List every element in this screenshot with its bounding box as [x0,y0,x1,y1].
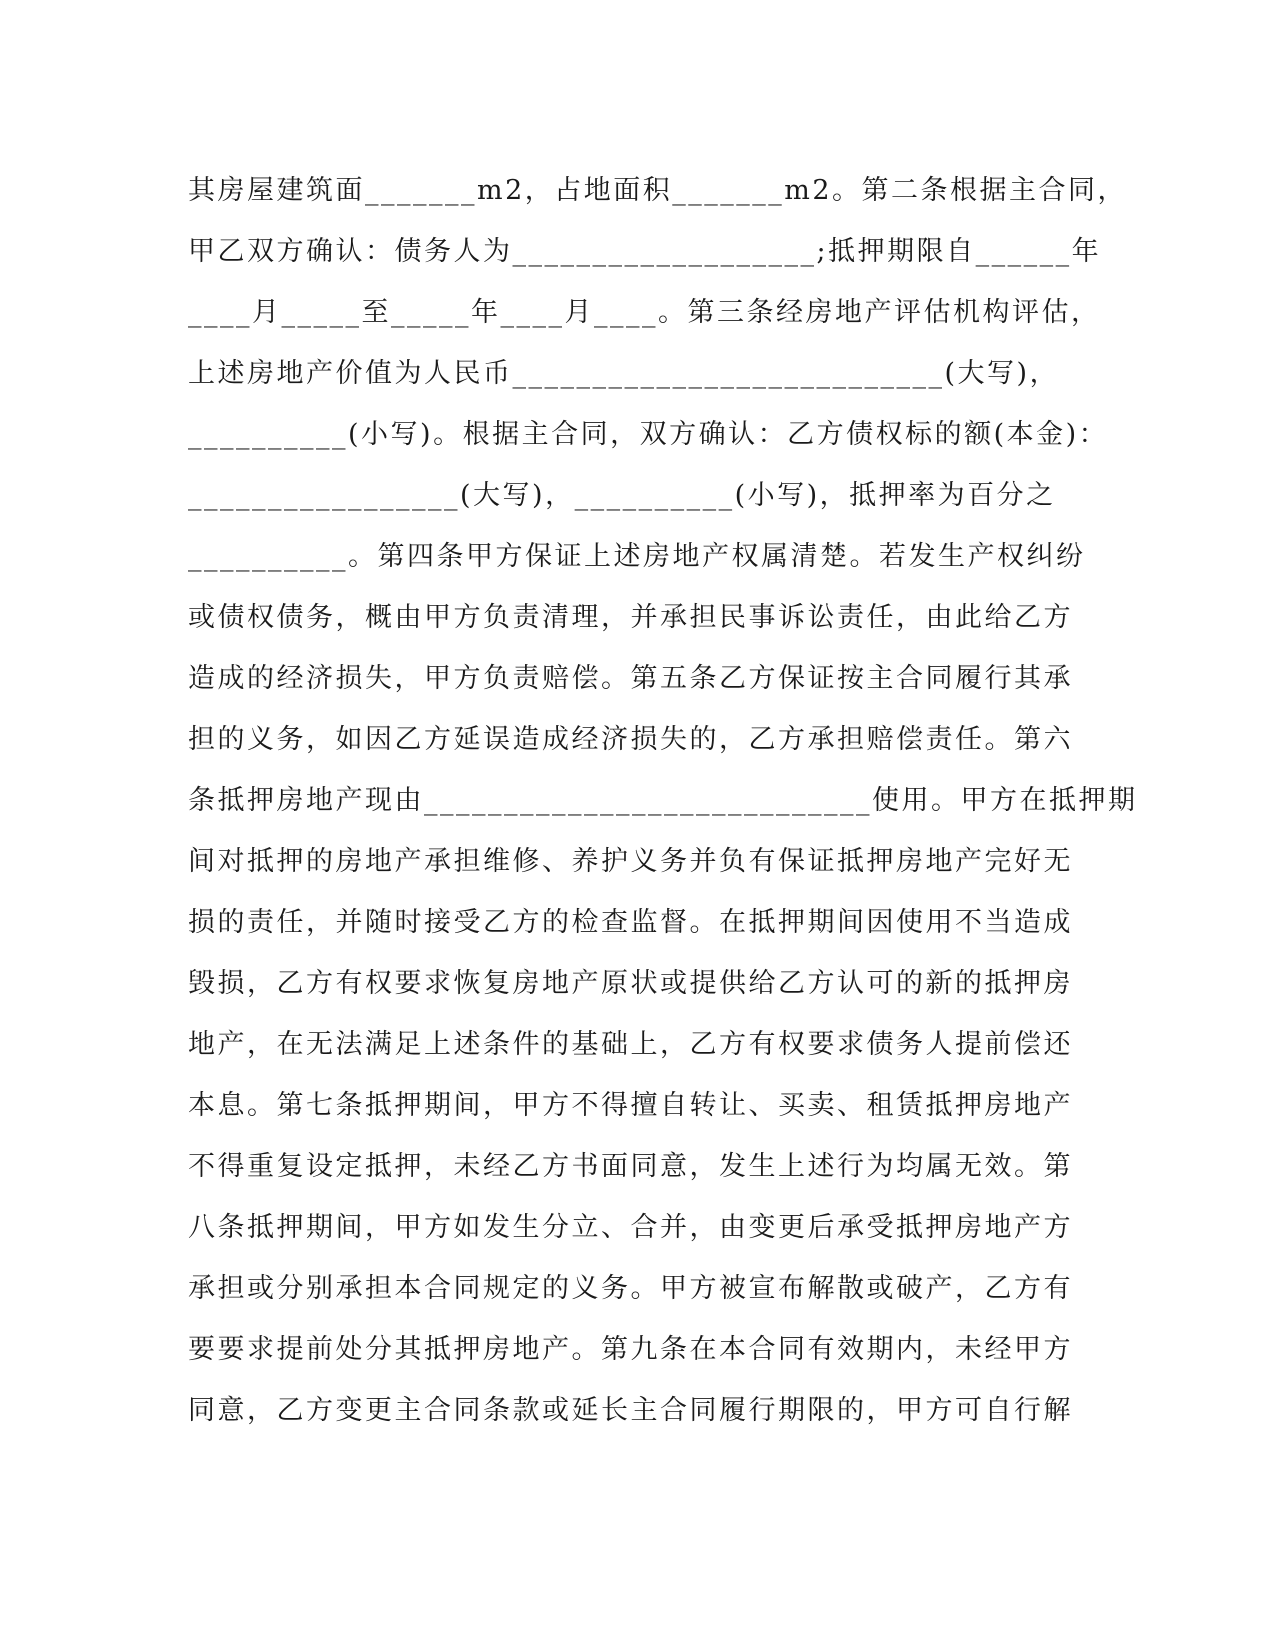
text-line: _________________(大写)，__________(小写)，抵押率为百分之 [188,480,1056,511]
text-line: __________(小写)。根据主合同，双方确认：乙方债权标的额(本金)： [188,419,1109,450]
text-line: ____月_____至_____年____月____。第三条经房地产评估机构评估， [188,297,1101,328]
text-line: 地产，在无法满足上述条件的基础上，乙方有权要求债务人提前偿还 [188,1029,1073,1060]
text-line: 要要求提前处分其抵押房地产。第九条在本合同有效期内，未经甲方 [188,1334,1073,1365]
text-line: 或债权债务，概由甲方负责清理，并承担民事诉讼责任，由此给乙方 [188,602,1073,633]
text-line: 造成的经济损失，甲方负责赔偿。第五条乙方保证按主合同履行其承 [188,663,1073,694]
text-line: 间对抵押的房地产承担维修、养护义务并负有保证抵押房地产完好无 [188,846,1073,877]
text-line: 八条抵押期间，甲方如发生分立、合并，由变更后承受抵押房地产方 [188,1212,1073,1243]
text-line: 担的义务，如因乙方延误造成经济损失的，乙方承担赔偿责任。第六 [188,724,1073,755]
text-line: 承担或分别承担本合同规定的义务。甲方被宣布解散或破产，乙方有 [188,1273,1073,1304]
text-line: 毁损，乙方有权要求恢复房地产原状或提供给乙方认可的新的抵押房 [188,968,1073,999]
text-line: 甲乙双方确认：债务人为___________________;抵押期限自______年 [188,236,1102,267]
text-line: 不得重复设定抵押，未经乙方书面同意，发生上述行为均属无效。第 [188,1151,1073,1182]
text-line: 其房屋建筑面_______m2，占地面积_______m2。第二条根据主合同， [188,175,1128,206]
text-line: 上述房地产价值为人民币___________________________(大写)， [188,358,1060,389]
text-line: 本息。第七条抵押期间，甲方不得擅自转让、买卖、租赁抵押房地产 [188,1090,1073,1121]
text-line: 同意，乙方变更主合同条款或延长主合同履行期限的，甲方可自行解 [188,1395,1073,1426]
text-line: 损的责任，并随时接受乙方的检查监督。在抵押期间因使用不当造成 [188,907,1073,938]
text-line: 条抵押房地产现由____________________________使用。甲方在抵押期 [188,785,1138,816]
contract-body [188,160,1138,1441]
text-line: __________。第四条甲方保证上述房地产权属清楚。若发生产权纠纷 [188,541,1086,572]
